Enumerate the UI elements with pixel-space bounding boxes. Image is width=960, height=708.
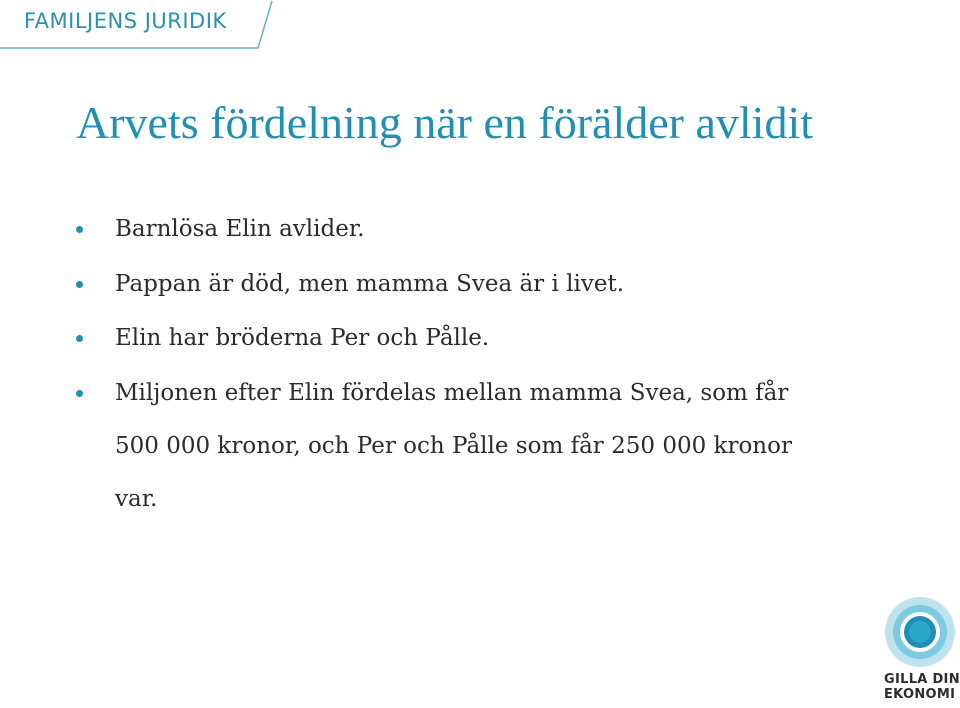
gilla-din-ekonomi-logo — [876, 592, 960, 708]
bullet-list — [76, 203, 836, 528]
header-tab — [0, 0, 275, 50]
bullet-item — [76, 312, 836, 365]
bullet-dot-icon — [76, 335, 83, 342]
bullet-dot-icon — [76, 281, 83, 288]
logo-line-1: GILLA DIN — [884, 672, 960, 687]
bullet-item — [76, 258, 836, 311]
logo-wordmark — [884, 672, 960, 702]
header-label: FAMILJENS JURIDIK — [24, 9, 227, 33]
bullet-dot-icon — [76, 226, 83, 233]
logo-line-2: EKONOMI — [884, 687, 956, 702]
concentric-circles-icon — [884, 596, 956, 668]
slide-title: Arvets fördelning när en förälder avlidit — [76, 97, 814, 148]
bullet-text: Barnlösa Elin avlider. — [115, 216, 365, 242]
bullet-dot-icon — [76, 390, 83, 397]
bullet-text: Miljonen efter Elin fördelas mellan mamma Svea, som får 500 000 kronor, och Per och Pålle som får 250 000 kronor var. — [115, 379, 792, 512]
bullet-item — [76, 367, 836, 526]
bullet-text: Pappan är död, men mamma Svea är i livet. — [115, 270, 625, 297]
bullet-text: Elin har bröderna Per och Pålle. — [115, 325, 490, 351]
bullet-item — [76, 203, 836, 256]
